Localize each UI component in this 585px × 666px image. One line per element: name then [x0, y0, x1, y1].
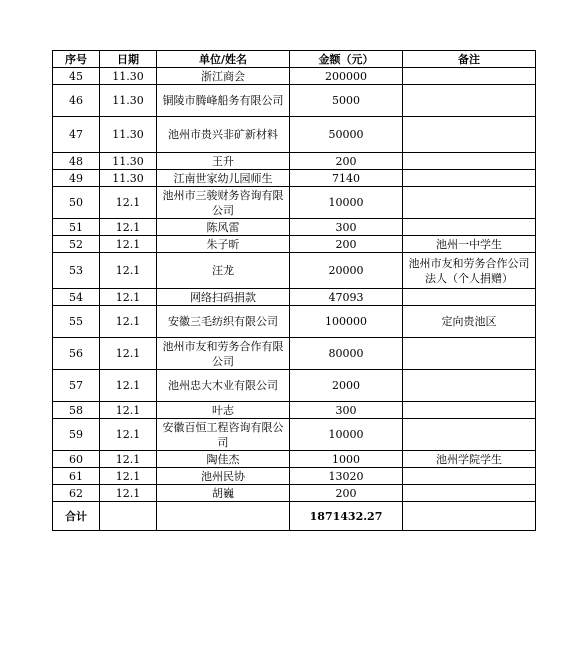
table-row: [53, 219, 536, 236]
table-row: [53, 68, 536, 85]
cell-amount: 10000: [290, 187, 403, 219]
cell-date: 12.1: [100, 306, 157, 338]
cell-no: 61: [53, 468, 100, 485]
cell-no: 55: [53, 306, 100, 338]
cell-no: 62: [53, 485, 100, 502]
cell-date: 11.30: [100, 68, 157, 85]
table-row: [53, 485, 536, 502]
cell-note: [403, 338, 536, 370]
cell-amount: 80000: [290, 338, 403, 370]
cell-unit: 池州市贵兴非矿新材料: [157, 117, 290, 153]
cell-note: [403, 419, 536, 451]
cell-unit: 池州民协: [157, 468, 290, 485]
header-row: [53, 51, 536, 68]
table-row: [53, 451, 536, 468]
cell-amount: 7140: [290, 170, 403, 187]
cell-amount: 50000: [290, 117, 403, 153]
cell-unit: 朱子昕: [157, 236, 290, 253]
cell-amount: 10000: [290, 419, 403, 451]
cell-unit: 陈风雷: [157, 219, 290, 236]
table-row: [53, 187, 536, 219]
cell-amount: 300: [290, 219, 403, 236]
table-row: [53, 370, 536, 402]
cell-unit: 汪龙: [157, 253, 290, 289]
cell-no: 58: [53, 402, 100, 419]
cell-date: 12.1: [100, 236, 157, 253]
cell-note: 池州学院学生: [403, 451, 536, 468]
total-row: [53, 502, 536, 531]
cell-date: 12.1: [100, 253, 157, 289]
cell-note: 池州一中学生: [403, 236, 536, 253]
cell-no: 46: [53, 85, 100, 117]
cell-no: 60: [53, 451, 100, 468]
cell-amount: 200: [290, 236, 403, 253]
cell-no: 53: [53, 253, 100, 289]
header-date: 日期: [100, 51, 157, 68]
table-row: [53, 419, 536, 451]
cell-no: 47: [53, 117, 100, 153]
table-row: [53, 338, 536, 370]
cell-unit: 胡巍: [157, 485, 290, 502]
header-no: 序号: [53, 51, 100, 68]
table-header: [53, 51, 536, 68]
cell-unit: 陶佳杰: [157, 451, 290, 468]
cell-amount: 300: [290, 402, 403, 419]
cell-note: [403, 402, 536, 419]
cell-date: 12.1: [100, 485, 157, 502]
table-row: [53, 468, 536, 485]
cell-date: 12.1: [100, 419, 157, 451]
cell-note: [403, 370, 536, 402]
cell-note: [403, 219, 536, 236]
cell-date: 11.30: [100, 170, 157, 187]
table-body: [53, 68, 536, 531]
cell-no: 45: [53, 68, 100, 85]
cell-no: 48: [53, 153, 100, 170]
cell-no: 54: [53, 289, 100, 306]
cell-note: [403, 289, 536, 306]
cell-date: 12.1: [100, 219, 157, 236]
cell-amount: 1000: [290, 451, 403, 468]
header-amount: 金额（元）: [290, 51, 403, 68]
cell-note: [403, 117, 536, 153]
cell-amount: 47093: [290, 289, 403, 306]
table-row: [53, 253, 536, 289]
cell-amount: 200: [290, 485, 403, 502]
cell-unit: 安徽百恒工程咨询有限公司: [157, 419, 290, 451]
total-label: 合计: [53, 502, 100, 531]
cell-note: [403, 468, 536, 485]
cell-date: 12.1: [100, 338, 157, 370]
cell-no: 56: [53, 338, 100, 370]
cell-no: 49: [53, 170, 100, 187]
cell-note: 池州市友和劳务合作公司法人（个人捐赠）: [403, 253, 536, 289]
table-row: [53, 236, 536, 253]
header-note: 备注: [403, 51, 536, 68]
cell-note: 定向贵池区: [403, 306, 536, 338]
cell-amount: 200000: [290, 68, 403, 85]
table-row: [53, 85, 536, 117]
header-unit: 单位/姓名: [157, 51, 290, 68]
cell-unit: 叶志: [157, 402, 290, 419]
cell-no: 50: [53, 187, 100, 219]
cell-amount: 100000: [290, 306, 403, 338]
cell-unit: 池州市友和劳务合作有限公司: [157, 338, 290, 370]
cell-note: [403, 68, 536, 85]
table-row: [53, 170, 536, 187]
cell-no: 52: [53, 236, 100, 253]
total-empty-unit: [157, 502, 290, 531]
total-amount: 1871432.27: [290, 502, 403, 531]
table-row: [53, 402, 536, 419]
cell-note: [403, 187, 536, 219]
cell-no: 59: [53, 419, 100, 451]
cell-date: 11.30: [100, 153, 157, 170]
cell-date: 11.30: [100, 85, 157, 117]
cell-amount: 13020: [290, 468, 403, 485]
cell-unit: 池州忠大木业有限公司: [157, 370, 290, 402]
cell-amount: 200: [290, 153, 403, 170]
cell-date: 12.1: [100, 289, 157, 306]
cell-amount: 2000: [290, 370, 403, 402]
cell-unit: 浙江商会: [157, 68, 290, 85]
cell-unit: 铜陵市腾峰船务有限公司: [157, 85, 290, 117]
cell-date: 12.1: [100, 370, 157, 402]
cell-date: 12.1: [100, 402, 157, 419]
cell-amount: 20000: [290, 253, 403, 289]
donation-table: [52, 50, 536, 531]
cell-note: [403, 170, 536, 187]
cell-date: 12.1: [100, 187, 157, 219]
cell-date: 12.1: [100, 468, 157, 485]
cell-unit: 王升: [157, 153, 290, 170]
cell-note: [403, 153, 536, 170]
cell-date: 12.1: [100, 451, 157, 468]
cell-unit: 江南世家幼儿园师生: [157, 170, 290, 187]
table-row: [53, 153, 536, 170]
table-row: [53, 306, 536, 338]
cell-unit: 安徽三毛纺织有限公司: [157, 306, 290, 338]
cell-note: [403, 485, 536, 502]
cell-unit: 池州市三骏财务咨询有限公司: [157, 187, 290, 219]
cell-note: [403, 85, 536, 117]
total-empty-date: [100, 502, 157, 531]
cell-no: 51: [53, 219, 100, 236]
cell-no: 57: [53, 370, 100, 402]
table-row: [53, 289, 536, 306]
cell-unit: 网络扫码捐款: [157, 289, 290, 306]
table-row: [53, 117, 536, 153]
total-empty-note: [403, 502, 536, 531]
cell-date: 11.30: [100, 117, 157, 153]
cell-amount: 5000: [290, 85, 403, 117]
